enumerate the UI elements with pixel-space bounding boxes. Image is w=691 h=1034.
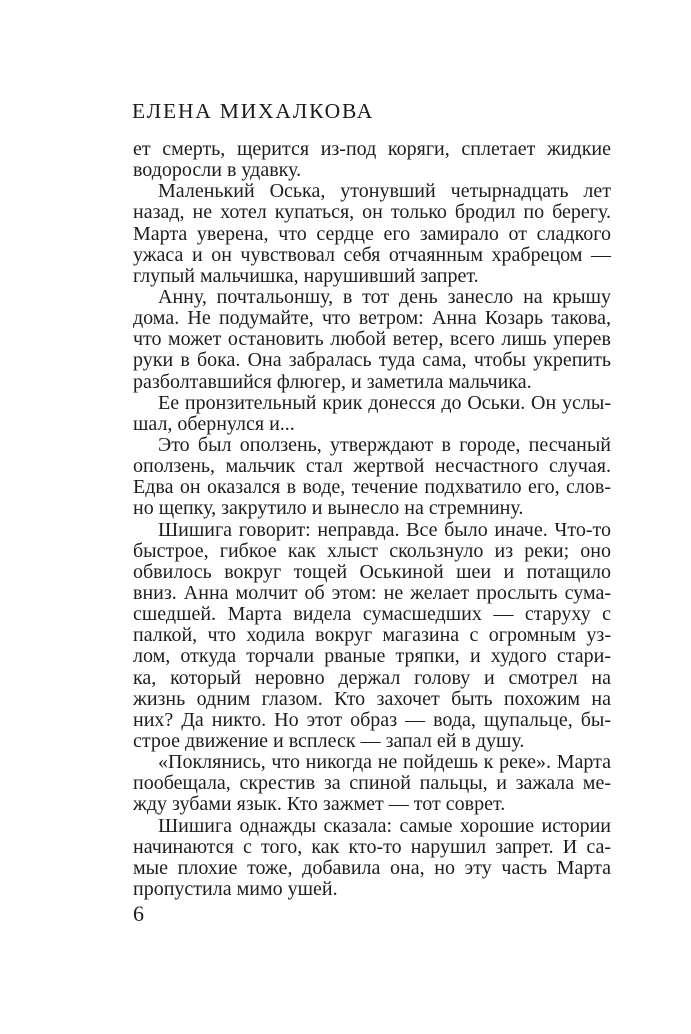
- text-line: Шишига говорит: неправда. Все было иначе. Что-то: [158, 518, 611, 541]
- text-line: Анну, почтальоншу, в тот день занесло на крышу: [158, 285, 611, 308]
- text-line: ка, который неровно держал голову и смотрел на: [133, 666, 611, 689]
- page-number: 6: [133, 901, 144, 926]
- text-line: лом, откуда торчали рваные тряпки, и худого стари-: [133, 645, 611, 668]
- text-line: что может остановить любой ветер, всего лишь уперев: [133, 328, 611, 351]
- paragraph: [133, 520, 611, 753]
- text-line: Марта уверена, что сердце его замирало от сладкого: [133, 222, 611, 245]
- text-line: начинаются с того, как кто-то нарушил запрет. И са-: [133, 835, 611, 858]
- paragraph: [133, 393, 611, 435]
- text-line: шал, обернулся и...: [133, 412, 295, 435]
- text-line: жизнь одним глазом. Кто захочет быть похожим на: [133, 687, 611, 710]
- text-line: обвилось вокруг тощей Оськиной шеи и потащило: [133, 560, 611, 583]
- text-line: ет смерть, щерится из-под коряги, сплетает жидкие: [133, 138, 611, 160]
- paragraph: [133, 435, 611, 520]
- text-line: но щепку, закрутило и вынесло на стремнину.: [133, 497, 524, 520]
- text-line: сшедшей. Марта видела сумасшедших — старуху с: [133, 603, 611, 626]
- text-line: назад, не хотел купаться, он только бродил по берегу.: [133, 201, 611, 224]
- text-line: них? Да никто. Но этот образ — вода, щупальце, бы-: [133, 708, 611, 731]
- paragraph: [133, 816, 611, 901]
- text-line: мые плохие тоже, добавила она, но эту часть Марта: [133, 856, 611, 879]
- running-header-author: ЕЛЕНА МИХАЛКОВА: [132, 99, 375, 123]
- paragraph: [133, 139, 611, 181]
- text-line: Шишига однажды сказала: самые хорошие истории: [158, 814, 611, 837]
- text-line: Это был оползень, утверждают в городе, песчаный: [158, 433, 611, 456]
- text-line: строе движение и всплеск — запал ей в душу.: [133, 729, 525, 752]
- text-line: пропустила мимо ушей.: [133, 877, 338, 900]
- text-line: быстрое, гибкое как хлыст скользнуло из реки; оно: [133, 539, 611, 562]
- text-line: Ее пронзительный крик донесся до Оськи. Он услы-: [158, 391, 611, 414]
- text-line: жду зубами язык. Кто зажмет — тот соврет.: [133, 793, 506, 816]
- text-line: Маленький Оська, утонувший четырнадцать лет: [158, 180, 611, 203]
- text-line: «Поклянись, что никогда не пойдешь к реке». Марта: [158, 751, 611, 774]
- paragraph: [133, 181, 611, 287]
- text-line: пообещала, скрестив за спиной пальцы, и зажала ме-: [133, 772, 611, 795]
- paragraph: [133, 287, 611, 393]
- text-line: глупый мальчишка, нарушивший запрет.: [133, 264, 479, 287]
- text-line: палкой, что ходила вокруг магазина с огромным уз-: [133, 624, 611, 647]
- text-block: [133, 139, 611, 900]
- text-line: дома. Не подумайте, что ветром: Анна Козарь такова,: [133, 307, 611, 330]
- paragraph: [133, 752, 611, 815]
- text-line: разболтавшийся флюгер, и заметила мальчика.: [133, 370, 532, 393]
- text-line: Едва он оказался в воде, течение подхватило его, слов-: [133, 476, 611, 499]
- text-line: оползень, мальчик стал жертвой несчастного случая.: [133, 455, 611, 478]
- text-line: руки в бока. Она забралась туда сама, чтобы укрепить: [133, 349, 611, 372]
- text-line: ужаса и он чувствовал себя отчаянным храбрецом —: [133, 243, 611, 266]
- text-line: вниз. Анна молчит об этом: не желает прослыть сума-: [133, 581, 611, 604]
- text-line: водоросли в удавку.: [133, 159, 302, 182]
